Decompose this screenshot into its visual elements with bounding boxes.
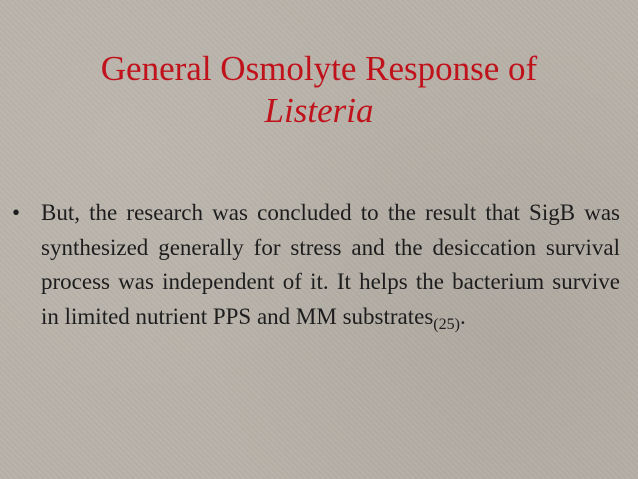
slide-title: [0, 48, 638, 132]
title-line-2: Listeria: [264, 91, 374, 130]
bullet-icon: •: [12, 200, 21, 225]
bullet-item: [12, 196, 620, 342]
slide-body: [12, 196, 620, 342]
title-line-1: General Osmolyte Response of: [100, 49, 538, 88]
citation: (25): [433, 315, 460, 333]
bullet-text: But, the research was concluded to the result that SigB was synthesized generally for stress and the desiccation survival process was independent of it. It helps the bacterium survive in limited nutrient PPS and MM substrates: [41, 200, 620, 329]
end-punctuation: .: [459, 303, 466, 329]
